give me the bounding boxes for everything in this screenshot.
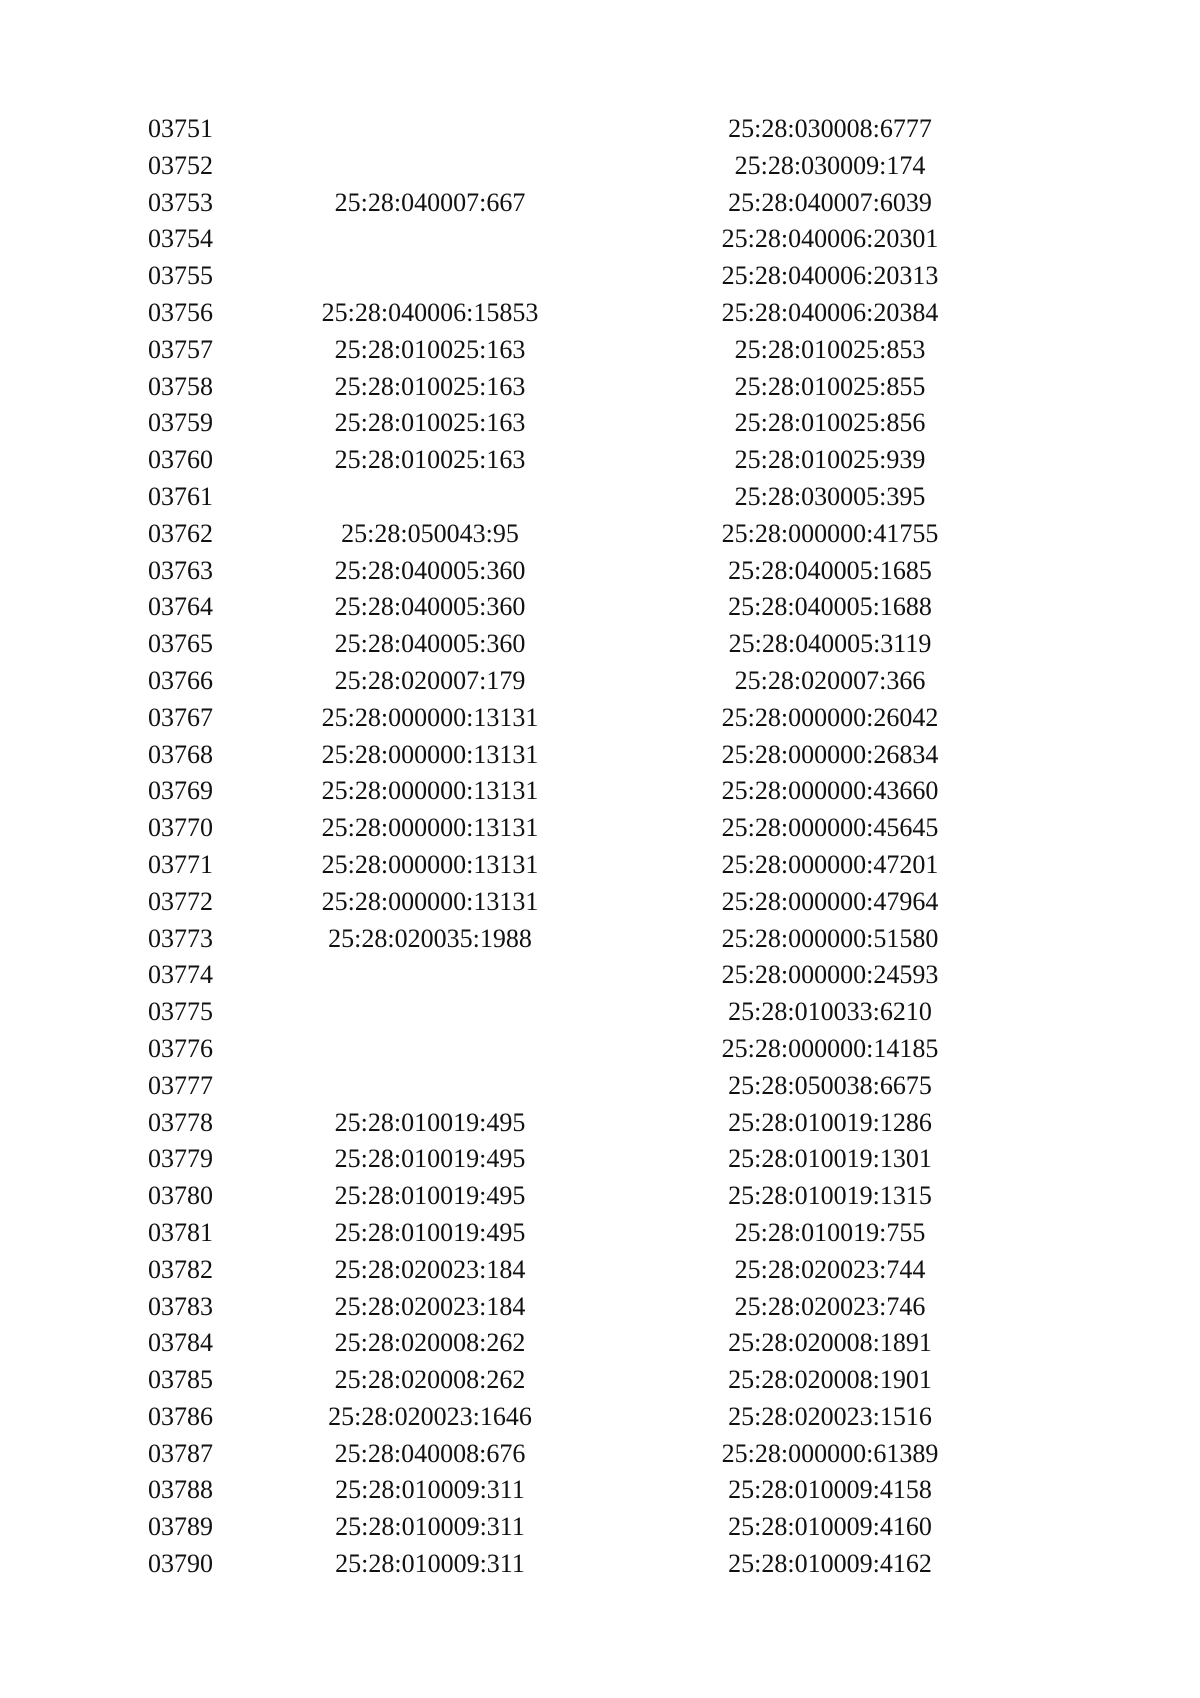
cadastral-number: 25:28:040005:1688 <box>728 592 932 622</box>
row-number: 03764 <box>148 592 213 622</box>
cadastral-number: 25:28:010009:4162 <box>728 1549 932 1579</box>
table-row <box>0 369 1200 406</box>
row-number: 03770 <box>148 813 213 843</box>
cadastral-number: 25:28:000000:47964 <box>721 886 939 916</box>
cadastral-number-parent <box>280 258 580 295</box>
cadastral-number: 25:28:010025:853 <box>734 334 926 364</box>
row-number: 03790 <box>148 1549 213 1579</box>
cadastral-number-parent: 25:28:000000:13131 <box>321 702 539 732</box>
table-row <box>0 1546 1200 1583</box>
row-number: 03762 <box>148 518 213 548</box>
cadastral-number-parent: 25:28:010019:495 <box>334 1217 526 1247</box>
cadastral-number-parent <box>280 1031 580 1068</box>
table-row <box>0 479 1200 516</box>
table-row <box>0 1031 1200 1068</box>
row-number: 03786 <box>148 1401 213 1431</box>
table-row <box>0 442 1200 479</box>
cadastral-number: 25:28:020007:366 <box>734 665 926 695</box>
cadastral-number-parent: 25:28:020023:1646 <box>328 1401 532 1431</box>
cadastral-number-parent <box>280 148 580 185</box>
cadastral-number: 25:28:010025:855 <box>734 371 926 401</box>
table-row <box>0 295 1200 332</box>
table-row <box>0 258 1200 295</box>
cadastral-number: 25:28:030005:395 <box>734 481 926 511</box>
row-number: 03772 <box>148 886 213 916</box>
cadastral-number-parent: 25:28:040007:667 <box>334 187 526 217</box>
table-row <box>0 626 1200 663</box>
row-number: 03769 <box>148 776 213 806</box>
row-number: 03775 <box>148 997 213 1027</box>
row-number: 03781 <box>148 1217 213 1247</box>
row-number: 03771 <box>148 849 213 879</box>
row-number: 03773 <box>148 923 213 953</box>
cadastral-number-parent: 25:28:010019:495 <box>334 1181 526 1211</box>
table-row <box>0 516 1200 553</box>
cadastral-number-parent: 25:28:010019:495 <box>334 1107 526 1137</box>
table-row <box>0 405 1200 442</box>
cadastral-number-parent: 25:28:040008:676 <box>334 1438 526 1468</box>
row-number: 03782 <box>148 1254 213 1284</box>
cadastral-number: 25:28:010025:939 <box>734 445 926 475</box>
cadastral-number: 25:28:010019:755 <box>734 1217 926 1247</box>
table-row <box>0 1178 1200 1215</box>
row-number: 03787 <box>148 1438 213 1468</box>
cadastral-number: 25:28:010019:1301 <box>728 1144 932 1174</box>
cadastral-number: 25:28:010019:1286 <box>728 1107 932 1137</box>
row-number: 03777 <box>148 1070 213 1100</box>
cadastral-number-parent: 25:28:040005:360 <box>334 592 526 622</box>
row-number: 03753 <box>148 187 213 217</box>
row-number: 03761 <box>148 481 213 511</box>
cadastral-number-parent: 25:28:040005:360 <box>334 555 526 585</box>
cadastral-number: 25:28:010025:856 <box>734 408 926 438</box>
table-row <box>0 589 1200 626</box>
cadastral-table <box>0 111 1200 1583</box>
table-row <box>0 1215 1200 1252</box>
row-number: 03763 <box>148 555 213 585</box>
cadastral-number-parent: 25:28:010025:163 <box>334 408 526 438</box>
table-row <box>0 810 1200 847</box>
cadastral-number-parent: 25:28:020007:179 <box>334 665 526 695</box>
cadastral-number: 25:28:020023:1516 <box>728 1401 932 1431</box>
table-row <box>0 1472 1200 1509</box>
table-row <box>0 663 1200 700</box>
table-row <box>0 1289 1200 1326</box>
cadastral-number-parent: 25:28:000000:13131 <box>321 849 539 879</box>
table-row <box>0 332 1200 369</box>
table-row <box>0 921 1200 958</box>
cadastral-number: 25:28:040005:3119 <box>728 629 932 659</box>
row-number: 03767 <box>148 702 213 732</box>
table-row <box>0 847 1200 884</box>
cadastral-number-parent <box>280 1068 580 1105</box>
table-row <box>0 700 1200 737</box>
row-number: 03778 <box>148 1107 213 1137</box>
cadastral-number: 25:28:000000:26042 <box>721 702 939 732</box>
table-row <box>0 221 1200 258</box>
cadastral-number-parent <box>280 994 580 1031</box>
table-row <box>0 737 1200 774</box>
cadastral-number: 25:28:010009:4160 <box>728 1512 932 1542</box>
row-number: 03789 <box>148 1512 213 1542</box>
table-row <box>0 1252 1200 1289</box>
row-number: 03752 <box>148 150 213 180</box>
cadastral-number-parent <box>280 111 580 148</box>
row-number: 03757 <box>148 334 213 364</box>
cadastral-number: 25:28:040007:6039 <box>728 187 932 217</box>
cadastral-number-parent: 25:28:010025:163 <box>334 445 526 475</box>
cadastral-number-parent: 25:28:010019:495 <box>334 1144 526 1174</box>
cadastral-number: 25:28:010019:1315 <box>728 1181 932 1211</box>
cadastral-number: 25:28:040006:20301 <box>721 224 939 254</box>
row-number: 03751 <box>148 114 213 143</box>
cadastral-number: 25:28:020023:744 <box>734 1254 926 1284</box>
cadastral-number: 25:28:020008:1891 <box>728 1328 932 1358</box>
row-number: 03780 <box>148 1181 213 1211</box>
table-row <box>0 1509 1200 1546</box>
cadastral-number-parent <box>280 221 580 258</box>
table-row <box>0 1141 1200 1178</box>
cadastral-number-parent: 25:28:000000:13131 <box>321 813 539 843</box>
cadastral-number-parent: 25:28:000000:13131 <box>321 739 539 769</box>
row-number: 03756 <box>148 297 213 327</box>
cadastral-number-parent: 25:28:020023:184 <box>334 1291 526 1321</box>
cadastral-number: 25:28:000000:45645 <box>721 813 939 843</box>
row-number: 03759 <box>148 408 213 438</box>
table-row <box>0 1325 1200 1362</box>
cadastral-number-parent: 25:28:040006:15853 <box>321 297 539 327</box>
table-row <box>0 148 1200 185</box>
cadastral-number: 25:28:000000:14185 <box>721 1033 939 1063</box>
cadastral-number-parent: 25:28:020008:262 <box>334 1365 526 1395</box>
cadastral-number: 25:28:040006:20384 <box>721 297 939 327</box>
table-row <box>0 1068 1200 1105</box>
cadastral-number: 25:28:000000:24593 <box>721 960 939 990</box>
cadastral-number-parent: 25:28:050043:95 <box>341 518 519 548</box>
cadastral-number-parent <box>280 957 580 994</box>
row-number: 03788 <box>148 1475 213 1505</box>
row-number: 03776 <box>148 1033 213 1063</box>
cadastral-number-parent: 25:28:040005:360 <box>334 629 526 659</box>
cadastral-number-parent: 25:28:010009:311 <box>335 1475 525 1505</box>
row-number: 03754 <box>148 224 213 254</box>
cadastral-number-parent: 25:28:020035:1988 <box>328 923 532 953</box>
table-row <box>0 553 1200 590</box>
row-number: 03785 <box>148 1365 213 1395</box>
row-number: 03766 <box>148 665 213 695</box>
table-row <box>0 884 1200 921</box>
cadastral-number-parent: 25:28:020023:184 <box>334 1254 526 1284</box>
table-row <box>0 1436 1200 1473</box>
cadastral-number: 25:28:050038:6675 <box>728 1070 932 1100</box>
row-number: 03783 <box>148 1291 213 1321</box>
row-number: 03765 <box>148 629 213 659</box>
cadastral-number: 25:28:000000:41755 <box>721 518 939 548</box>
table-row <box>0 1399 1200 1436</box>
cadastral-number: 25:28:010009:4158 <box>728 1475 932 1505</box>
cadastral-number: 25:28:020008:1901 <box>728 1365 932 1395</box>
cadastral-number: 25:28:030009:174 <box>734 150 926 180</box>
table-row <box>0 1105 1200 1142</box>
cadastral-number-parent: 25:28:000000:13131 <box>321 886 539 916</box>
cadastral-number: 25:28:000000:43660 <box>721 776 939 806</box>
cadastral-number: 25:28:000000:47201 <box>721 849 939 879</box>
row-number: 03758 <box>148 371 213 401</box>
row-number: 03784 <box>148 1328 213 1358</box>
table-row <box>0 773 1200 810</box>
row-number: 03760 <box>148 445 213 475</box>
row-number: 03755 <box>148 261 213 291</box>
cadastral-number-parent: 25:28:010009:311 <box>335 1549 525 1579</box>
table-row <box>0 957 1200 994</box>
row-number: 03779 <box>148 1144 213 1174</box>
cadastral-number-parent: 25:28:000000:13131 <box>321 776 539 806</box>
table-row <box>0 185 1200 222</box>
cadastral-number: 25:28:000000:61389 <box>721 1438 939 1468</box>
cadastral-number-parent: 25:28:020008:262 <box>334 1328 526 1358</box>
cadastral-number: 25:28:040005:1685 <box>728 555 932 585</box>
cadastral-number: 25:28:010033:6210 <box>728 997 932 1027</box>
cadastral-number: 25:28:030008:6777 <box>728 114 932 143</box>
row-number: 03768 <box>148 739 213 769</box>
row-number: 03774 <box>148 960 213 990</box>
cadastral-number: 25:28:040006:20313 <box>721 261 939 291</box>
cadastral-number-parent: 25:28:010009:311 <box>335 1512 525 1542</box>
table-row <box>0 111 1200 148</box>
cadastral-number-parent: 25:28:010025:163 <box>334 371 526 401</box>
cadastral-number: 25:28:000000:51580 <box>721 923 939 953</box>
table-row <box>0 994 1200 1031</box>
cadastral-number: 25:28:000000:26834 <box>721 739 939 769</box>
cadastral-number-parent: 25:28:010025:163 <box>334 334 526 364</box>
cadastral-number-parent <box>280 479 580 516</box>
cadastral-number: 25:28:020023:746 <box>734 1291 926 1321</box>
table-row <box>0 1362 1200 1399</box>
